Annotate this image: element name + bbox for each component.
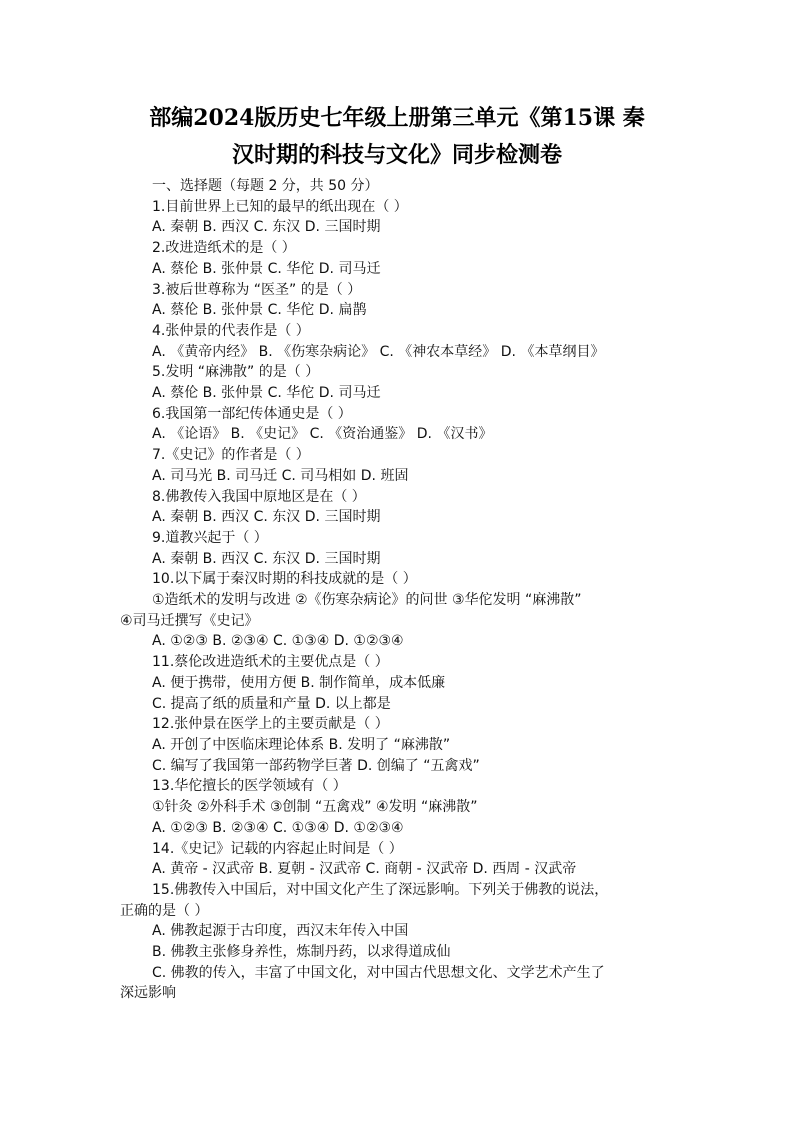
text-line: 正确的是（ ） <box>120 902 209 919</box>
text-line: A. 蔡伦 B. 张仲景 C. 华佗 D. 司马迁 <box>152 385 381 402</box>
text-line: 13.华佗擅长的医学领域有（ ） <box>152 778 347 795</box>
text-line: 1.目前世界上已知的最早的纸出现在（ ） <box>152 198 408 215</box>
text-line: 一、选择题（每题 2 分，共 50 分） <box>152 178 379 194</box>
text-line: C. 提高了纸的质量和产量 D. 以上都是 <box>152 695 391 712</box>
text-line: 8.佛教传入我国中原地区是在（ ） <box>152 488 366 505</box>
text-line: 4.张仲景的代表作是（ ） <box>152 322 310 339</box>
text-line: 3.被后世尊称为 “医圣” 的是（ ） <box>152 281 362 298</box>
text-line: A. 开创了中医临床理论体系 B. 发明了 “麻沸散” <box>152 736 451 753</box>
text-line: 11.蔡伦改进造纸术的主要优点是（ ） <box>152 654 389 671</box>
text-line: 15.佛教传入中国后，对中国文化产生了深远影响。下列关于佛教的说法， <box>152 881 609 898</box>
text-line: A. 《黄帝内经》 B. 《伤寒杂病论》 C. 《神农本草经》 D. 《本草纲目》 <box>152 343 605 360</box>
text-line: C. 佛教的传入，丰富了中国文化，对中国古代思想文化、文学艺术产生了 <box>152 964 605 981</box>
text-line: A. 蔡伦 B. 张仲景 C. 华佗 D. 扁鹊 <box>152 302 367 319</box>
text-line: 6.我国第一部纪传体通史是（ ） <box>152 405 352 422</box>
text-line: 10.以下属于秦汉时期的科技成就的是（ ） <box>152 571 417 588</box>
text-line: B. 佛教主张修身养性，炼制丹药，以求得道成仙 <box>152 944 451 961</box>
text-line: C. 编写了我国第一部药物学巨著 D. 创编了 “五禽戏” <box>152 757 480 774</box>
text-line: A. ①②③ B. ②③④ C. ①③④ D. ①②③④ <box>152 633 404 650</box>
text-line: 深远影响 <box>120 985 176 1002</box>
title-line-1: 部编2024版历史七年级上册第三单元《第15课 秦 <box>149 105 645 131</box>
text-line: A. 《论语》 B. 《史记》 C. 《资治通鉴》 D. 《汉书》 <box>152 426 493 443</box>
title-line-2: 汉时期的科技与文化》同步检测卷 <box>231 142 562 168</box>
text-line: A. 司马光 B. 司马迁 C. 司马相如 D. 班固 <box>152 467 409 484</box>
text-line: A. 蔡伦 B. 张仲景 C. 华佗 D. 司马迁 <box>152 260 381 277</box>
text-line: A. 秦朝 B. 西汉 C. 东汉 D. 三国时期 <box>152 509 381 526</box>
text-line: A. 秦朝 B. 西汉 C. 东汉 D. 三国时期 <box>152 550 381 567</box>
text-line: ④司马迁撰写《史记》 <box>120 612 259 629</box>
text-line: 5.发明 “麻沸散” 的是（ ） <box>152 364 320 381</box>
text-line: A. 黄帝 - 汉武帝 B. 夏朝 - 汉武帝 C. 商朝 - 汉武帝 D. 西周 - 汉武帝 <box>152 861 577 878</box>
document-title <box>120 100 674 174</box>
text-line: A. ①②③ B. ②③④ C. ①③④ D. ①②③④ <box>152 819 404 836</box>
text-line: A. 佛教起源于古印度，西汉末年传入中国 <box>152 923 409 940</box>
text-line: ①针灸 ②外科手术 ③创制 “五禽戏” ④发明 “麻沸散” <box>152 799 478 816</box>
text-line: 12.张仲景在医学上的主要贡献是（ ） <box>152 716 389 733</box>
text-line: A. 便于携带，使用方便 B. 制作简单，成本低廉 <box>152 674 446 691</box>
question-list <box>120 176 674 1004</box>
text-line: 2.改进造纸术的是（ ） <box>152 240 296 257</box>
text-line: ①造纸术的发明与改进 ②《伤寒杂病论》的问世 ③华佗发明 “麻沸散” <box>152 592 582 609</box>
text-line: 7.《史记》的作者是（ ） <box>152 447 310 464</box>
text-line: A. 秦朝 B. 西汉 C. 东汉 D. 三国时期 <box>152 219 381 236</box>
text-line: 9.道教兴起于（ ） <box>152 529 268 546</box>
text-line: 14.《史记》记载的内容起止时间是（ ） <box>152 840 403 857</box>
